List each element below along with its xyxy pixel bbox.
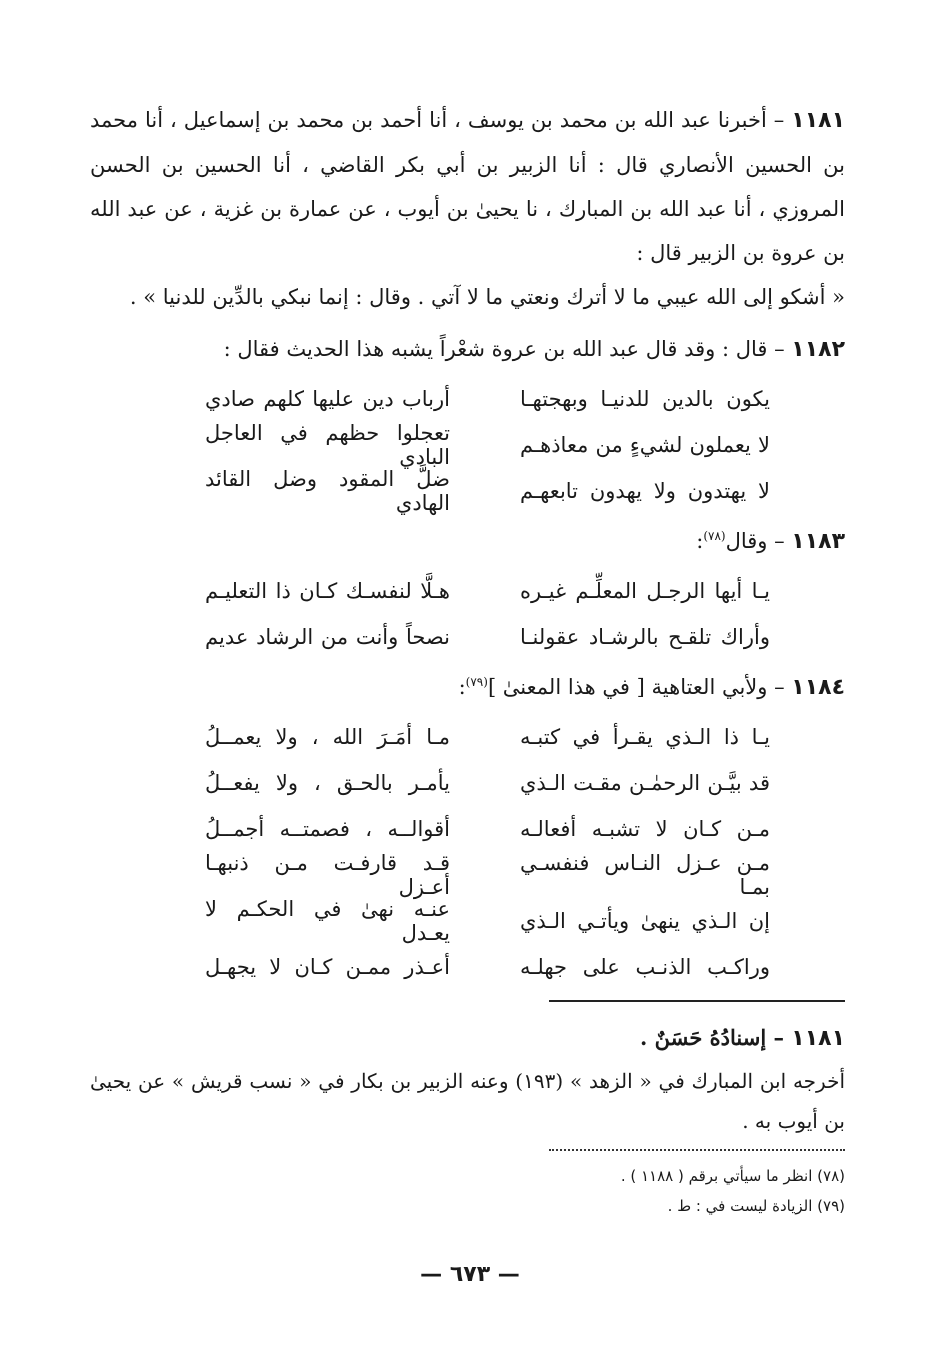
- hadith-text: – وقال: [725, 529, 792, 553]
- footnote: (٧٩) الزيادة ليست في : ط .: [667, 1197, 845, 1215]
- hemistich-first: يـا ذا الـذي يقـرأ في كتبـه: [520, 725, 770, 749]
- footnote-ref: (٧٩): [465, 675, 488, 689]
- hemistich-second: مـا أمَـرَ الله ، ولا يعمــلُ: [205, 725, 450, 749]
- verse: [90, 806, 845, 852]
- hemistich-first: مـن كـان لا تشبـه أفعالـه: [520, 817, 770, 841]
- poem-1182: [90, 376, 845, 514]
- hemistich-second: أعـذر ممـن كـان لا يجهـل: [205, 955, 450, 979]
- poem-1183: [90, 568, 845, 660]
- hemistich-second: يأمـر بالحـق ، ولا يفعــلُ: [205, 771, 450, 795]
- hemistich-second: عنـه نهىٰ في الحكـم لا يعـدل: [205, 897, 450, 945]
- hemistich-first: يكون بالدين للدنيـا وبهجتهـا: [520, 387, 770, 411]
- hemistich-first: وأراك تلقـح بالرشـاد عقولنـا: [520, 625, 770, 649]
- hemistich-first: إن الـذي ينهىٰ ويأتـي الـذي: [520, 909, 770, 933]
- hemistich-second: تعجلوا حظهم في العاجل البادي: [205, 421, 450, 469]
- verse: [90, 898, 845, 944]
- hadith-1184: [90, 660, 845, 710]
- hadith-text: – قال : وقد قال عبد الله بن عروة شعْراً يشبه هذا الحديث فقال :: [223, 337, 792, 361]
- hemistich-second: ضلَّ المقود وضل القائد الهادي: [205, 467, 450, 515]
- hemistich-first: يـا أيها الرجـل المعلِّـم غيـره: [520, 579, 770, 603]
- colon: :: [696, 529, 704, 553]
- footnote: (٧٨) انظر ما سيأتي برقم ( ١١٨٨ ) .: [620, 1167, 845, 1185]
- hadith-isnad: – أخبرنا عبد الله بن محمد بن يوسف ، أنا أحمد بن محمد بن إسماعيل ، أنا محمد بن الحسين الأنصاري قال : أنا الزبير بن أبي بكر القاضي ، أنا الحسين بن الحسن المروزي ، أنا عبد الله بن المبارك ، نا يحيىٰ بن أيوب ، عن عمارة بن غزية ، عن عبد الله بن عروة بن الزبير قال :: [90, 108, 845, 265]
- hemistich-second: هـلَّا لنفسـك كـان ذا التعليـم: [205, 579, 450, 603]
- hemistich-first: وراكـب الذنـب على جهلـه: [520, 955, 770, 979]
- verse: [90, 760, 845, 806]
- verse: [90, 422, 845, 468]
- takhrij-separator: [549, 1000, 845, 1002]
- footnote-ref: (٧٨): [703, 529, 726, 543]
- verse: [90, 376, 845, 422]
- hadith-number: ١١٨٤: [791, 675, 845, 700]
- poem-1184: [90, 714, 845, 990]
- hemistich-first: مـن عـزل النـاس فنفسـي بمـا: [520, 851, 770, 899]
- page-number: — ٦٧٣ —: [420, 1262, 520, 1287]
- hadith-matn: « أشكو إلى الله عيبي ما لا أترك ونعتي ما لا آتي . وقال : إنما نبكي بالدِّين للدنيا » .: [129, 285, 845, 309]
- hemistich-second: أقوالــه ، فصمتــه أجمــلُ: [205, 817, 450, 841]
- hemistich-second: أرباب دين عليها كلهم صادي: [205, 387, 450, 411]
- colon: :: [458, 675, 466, 699]
- hadith-1181: [90, 98, 845, 319]
- verse: [90, 714, 845, 760]
- hemistich-first: لا يعملون لشيءٍ من معاذهـم: [520, 433, 770, 457]
- takhrij-number: ١١٨١: [791, 1026, 845, 1051]
- takhrij-heading: [90, 1018, 845, 1059]
- verse: [90, 852, 845, 898]
- hadith-text: – ولأبي العتاهية [ في هذا المعنىٰ ]: [487, 675, 792, 699]
- footnote-separator: [549, 1149, 845, 1151]
- verse: [90, 568, 845, 614]
- hadith-number: ١١٨١: [791, 108, 845, 133]
- verse: [90, 614, 845, 660]
- verse: [90, 468, 845, 514]
- hadith-1182: [90, 327, 845, 372]
- hadith-number: ١١٨٢: [791, 337, 845, 362]
- hadith-1183: [90, 514, 845, 564]
- takhrij-text: أخرجه ابن المبارك في « الزهد » (١٩٣) وعنه الزبير بن بكار في « نسب قريش » عن يحيىٰ بن أيوب به .: [90, 1069, 845, 1133]
- takhrij-grade: – إسنادُهُ حَسَنٌ .: [640, 1025, 792, 1050]
- hemistich-first: لا يهتدون ولا يهدون تابعهـم: [520, 479, 770, 503]
- verse: [90, 944, 845, 990]
- page-body: [90, 98, 845, 1221]
- hemistich-second: قـد قارفـت مـن ذنبهـا أعـزل: [205, 851, 450, 899]
- hemistich-first: قد بيَّـن الرحمٰـن مقـت الـذي: [520, 771, 770, 795]
- hadith-number: ١١٨٣: [791, 529, 845, 554]
- hemistich-second: نصحاً وأنت من الرشاد عديم: [205, 625, 450, 649]
